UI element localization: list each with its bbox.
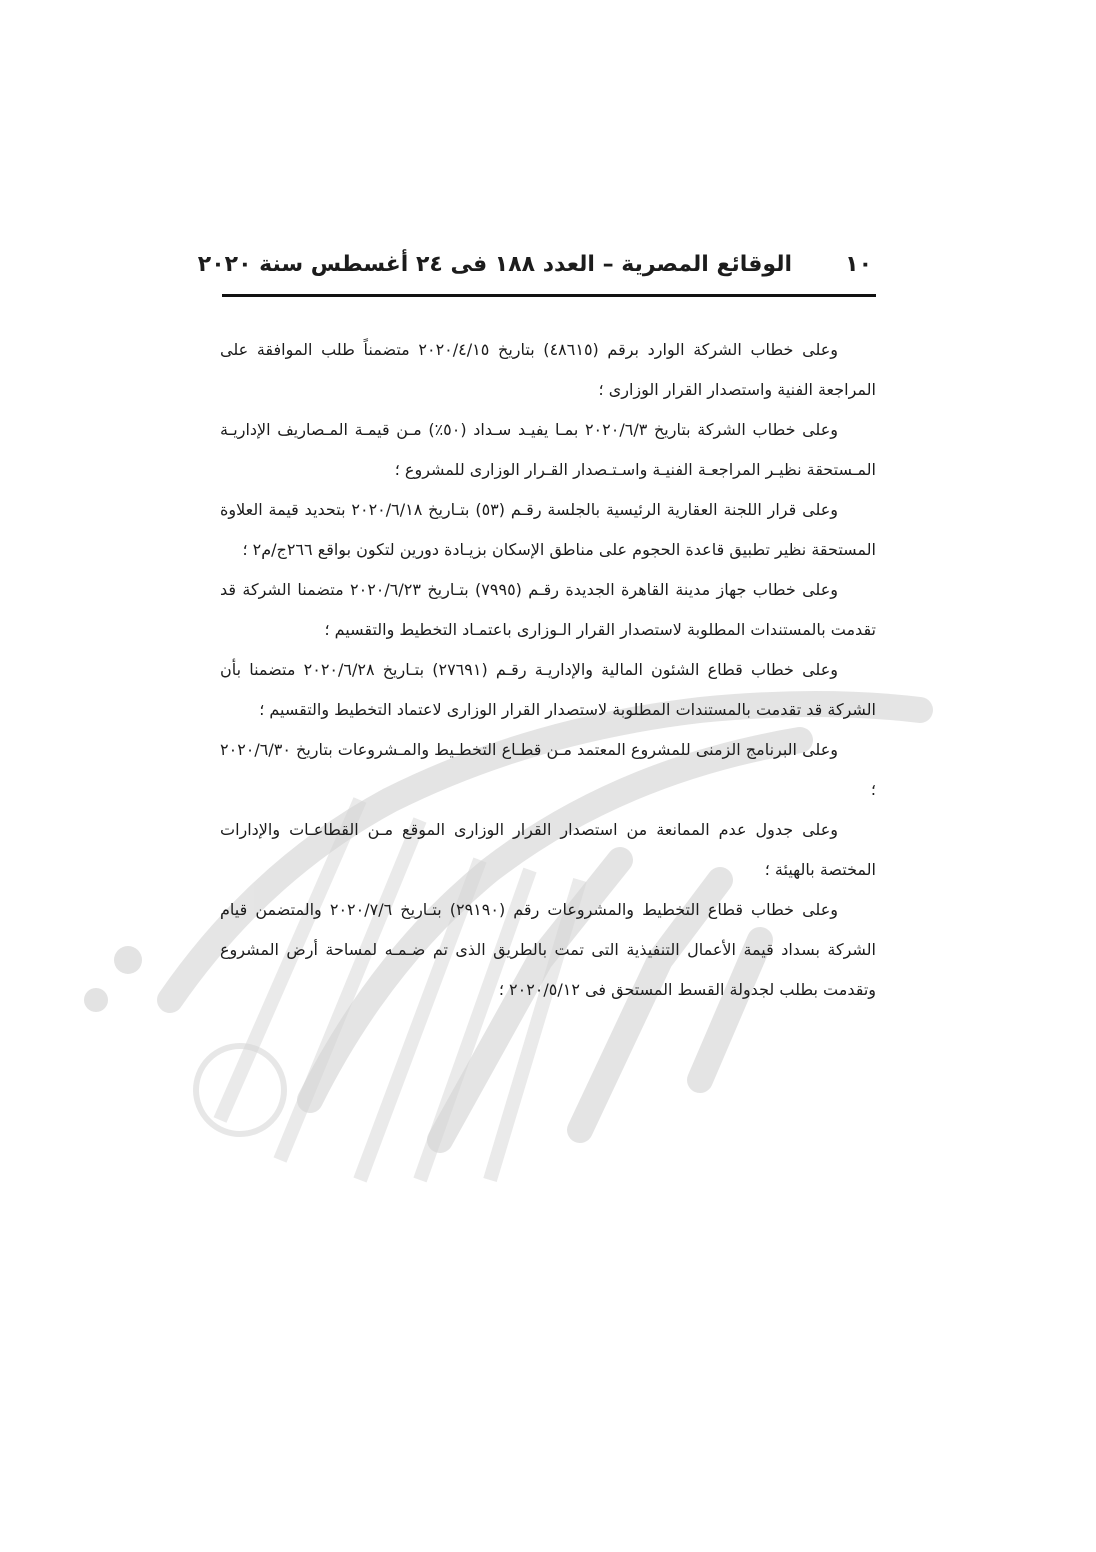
paragraph: وعلى خطاب الشركة بتاريخ ٢٠٢٠/٦/٣ بمـا يفيـد سـداد (٥٠٪) مـن قيمـة المـصاريف الإداريـة المـستحقة نظيـر المراجعـة الفنيـة واسـتـصدار القـرار الوزارى للمشروع ؛	[220, 420, 876, 479]
page-header	[197, 248, 876, 292]
paragraph: وعلى خطاب قطاع الشئون المالية والإداريـة رقـم (٢٧٦٩١) بتـاريخ ٢٠٢٠/٦/٢٨ متضمنا بأن الشركة قد تقدمت بالمستندات المطلوبة لاستصدار القرار الوزارى لاعتماد التخطيط والتقسيم ؛	[220, 660, 876, 719]
paragraph: وعلى خطاب الشركة الوارد برقم (٤٨٦١٥) بتاريخ ٢٠٢٠/٤/١٥ متضمناً طلب الموافقة على المراجعة الفنية واستصدار القرار الوزارى ؛	[220, 340, 876, 399]
paragraph: وعلى خطاب جهاز مدينة القاهرة الجديدة رقـم (٧٩٩٥) بتـاريخ ٢٠٢٠/٦/٢٣ متضمنا الشركة قد تقدمت بالمستندات المطلوبة لاستصدار القرار الـوزارى باعتمـاد التخطيط والتقسيم ؛	[220, 580, 876, 639]
gazette-title: الوقائع المصرية – العدد ١٨٨ فى ٢٤ أغسطس سنة ٢٠٢٠	[197, 252, 792, 277]
document-body	[220, 330, 876, 1010]
paragraph: وعلى البرنامج الزمنى للمشروع المعتمد مـن قطـاع التخطـيط والمـشروعات بتاريخ ٢٠٢٠/٦/٣٠ ؛	[220, 740, 876, 799]
paragraph: وعلى جدول عدم الممانعة من استصدار القرار الوزارى الموقع مـن القطاعـات والإدارات المختصة بالهيئة ؛	[220, 820, 876, 879]
page-number: ١٠	[845, 252, 872, 277]
paragraph: وعلى خطاب قطاع التخطيط والمشروعات رقم (٢٩١٩٠) بتـاريخ ٢٠٢٠/٧/٦ والمتضمن قيام الشركة بسداد قيمة الأعمال التنفيذية التى تمت بالطريق الذى تم ضـمـه لمساحة أرض المشروع وتقدمت بطلب لجدولة القسط المستحق فى ٢٠٢٠/٥/١٢ ؛	[220, 900, 876, 999]
paragraph: وعلى قرار اللجنة العقارية الرئيسية بالجلسة رقـم (٥٣) بتـاريخ ٢٠٢٠/٦/١٨ بتحديد قيمة العلاوة المستحقة نظير تطبيق قاعدة الحجوم على مناطق الإسكان بزيـادة دورين لتكون بواقع ٢٦٦ج/م٢ ؛	[220, 500, 876, 559]
header-divider	[222, 294, 876, 297]
